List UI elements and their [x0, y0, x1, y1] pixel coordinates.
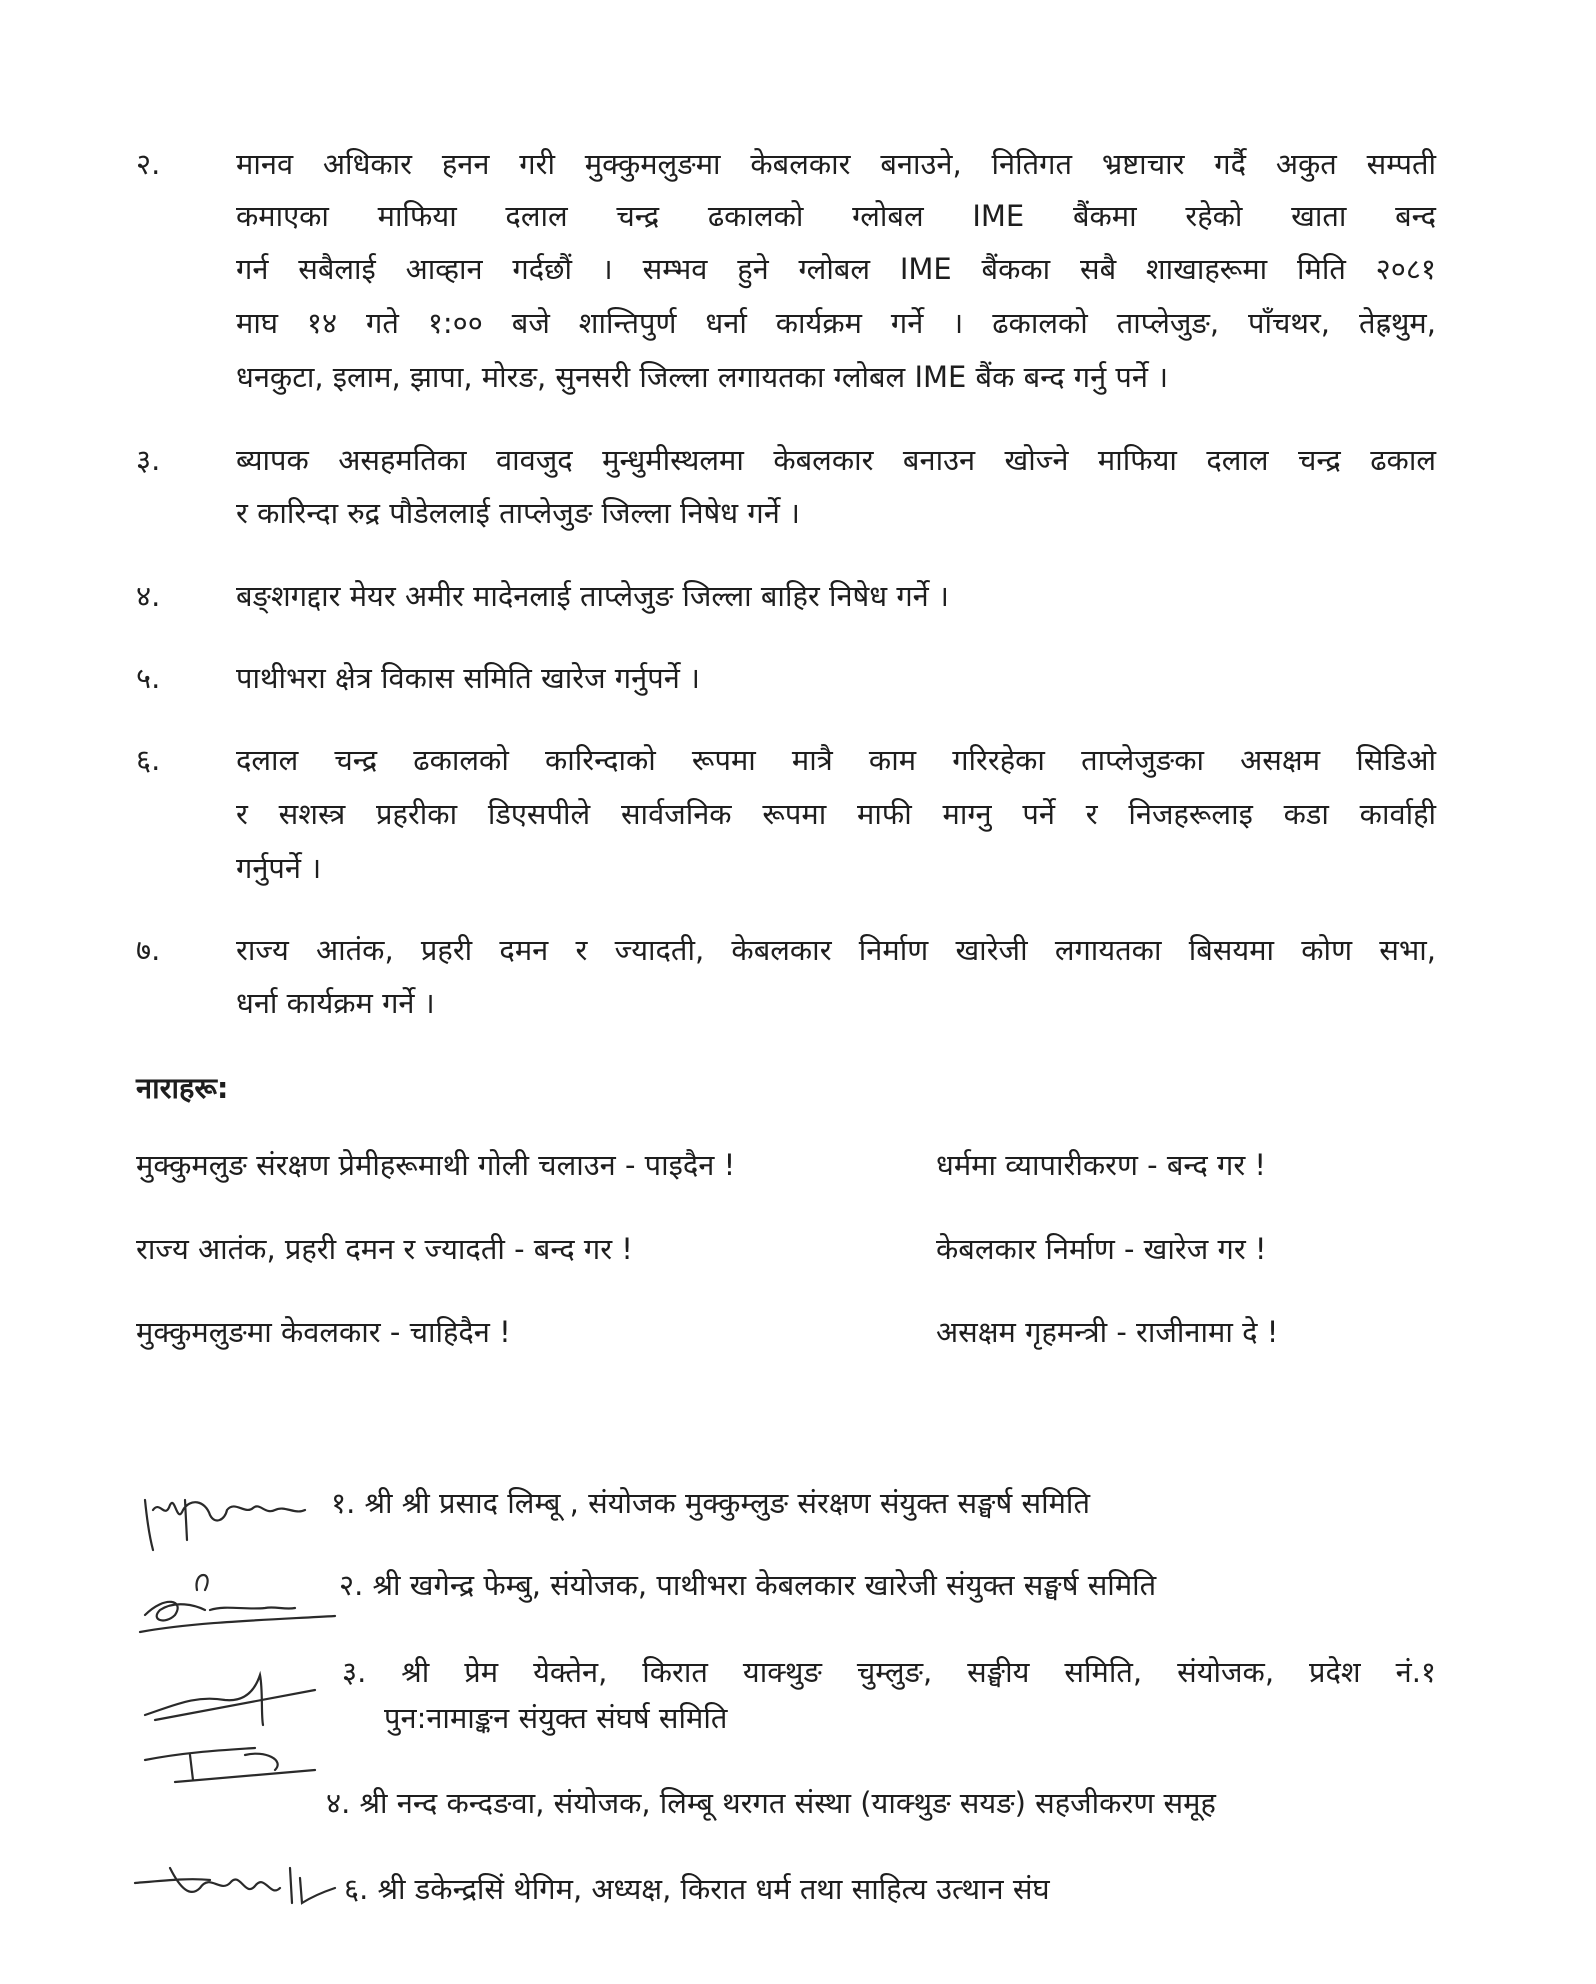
slogan: केबलकार निर्माण - खारेज गर !	[936, 1232, 1267, 1266]
paragraph-line: बङ्शगद्दार मेयर अमीर मादेनलाई ताप्लेजुङ जिल्ला बाहिर निषेध गर्ने ।	[236, 579, 949, 613]
signatory-3-continued: पुन:नामाङ्कन संयुक्त संघर्ष समिति	[384, 1701, 728, 1735]
signature-4	[130, 1858, 345, 1913]
paragraph-line: राज्य आतंक, प्रहरी दमन र ज्यादती, केबलकार निर्माण खारेजी लगायतका बिसयमा कोण सभा,	[236, 933, 1436, 967]
paragraph-line: र सशस्त्र प्रहरीका डिएसपीले सार्वजनिक रूपमा माफी माग्नु पर्ने र निजहरूलाइ कडा कार्वाही	[236, 797, 1436, 831]
paragraph-line: धनकुटा, इलाम, झापा, मोरङ, सुनसरी जिल्ला लगायतका ग्लोबल IME बैंक बन्द गर्नु पर्ने ।	[236, 360, 1169, 394]
signatory-2: २. श्री खगेन्द्र फेम्बु, संयोजक, पाथीभरा केबलकार खारेजी संयुक्त सङ्घर्ष समिति	[339, 1568, 1157, 1602]
signature-3	[135, 1660, 325, 1790]
item-number: ५.	[136, 661, 161, 695]
slogan: असक्षम गृहमन्त्री - राजीनामा दे !	[936, 1315, 1279, 1349]
signatory-3: ३. श्री प्रेम येक्तेन, किरात याक्थुङ चुम्लुङ, सङ्घीय समिति, संयोजक, प्रदेश नं.१	[342, 1655, 1436, 1689]
slogan: राज्य आतंक, प्रहरी दमन र ज्यादती - बन्द गर !	[136, 1232, 633, 1266]
signatory-1: १. श्री श्री प्रसाद लिम्बू , संयोजक मुक्कुम्लुङ संरक्षण संयुक्त सङ्घर्ष समिति	[331, 1486, 1090, 1520]
signatory-4: ४. श्री नन्द कन्दङवा, संयोजक, लिम्बू थरगत संस्था (याक्थुङ सयङ) सहजीकरण समूह	[326, 1786, 1216, 1820]
signature-1	[135, 1480, 315, 1555]
paragraph-line: माघ १४ गते १:०० बजे शान्तिपुर्ण धर्ना कार्यक्रम गर्ने । ढकालको ताप्लेजुङ, पाँचथर, तेह्रथुम,	[236, 306, 1436, 340]
item-number: ३.	[136, 443, 161, 477]
item-number: ७.	[136, 933, 161, 967]
item-number: ४.	[136, 579, 161, 613]
paragraph-line: र कारिन्दा रुद्र पौडेललाई ताप्लेजुङ जिल्ला निषेध गर्ने ।	[236, 496, 800, 530]
slogans-heading: नाराहरू:	[136, 1071, 229, 1105]
slogan: मुक्कुमलुङ संरक्षण प्रेमीहरूमाथी गोली चलाउन - पाइदैन !	[136, 1148, 736, 1182]
paragraph-line: कमाएका माफिया दलाल चन्द्र ढकालको ग्लोबल IME बैंकमा रहेको खाता बन्द	[236, 199, 1436, 233]
paragraph-line: गर्न सबैलाई आव्हान गर्दछौं । सम्भव हुने ग्लोबल IME बैंकका सबै शाखाहरूमा मिति २०८१	[236, 252, 1436, 286]
paragraph-line: दलाल चन्द्र ढकालको कारिन्दाको रूपमा मात्रै काम गरिरहेका ताप्लेजुङका असक्षम सिडिओ	[236, 743, 1436, 777]
slogan: मुक्कुमलुङमा केवलकार - चाहिदैन !	[136, 1315, 511, 1349]
paragraph-line: मानव अधिकार हनन गरी मुक्कुमलुङमा केबलकार बनाउने, नितिगत भ्रष्टाचार गर्दै अकुत सम्पती	[236, 147, 1436, 181]
slogan: धर्ममा व्यापारीकरण - बन्द गर !	[936, 1148, 1267, 1182]
paragraph-line: गर्नुपर्ने ।	[236, 851, 322, 885]
paragraph-line: ब्यापक असहमतिका वावजुद मुन्धुमीस्थलमा केबलकार बनाउन खोज्ने माफिया दलाल चन्द्र ढकाल	[236, 443, 1436, 477]
paragraph-line: पाथीभरा क्षेत्र विकास समिति खारेज गर्नुपर्ने ।	[236, 661, 701, 695]
signature-2	[135, 1560, 345, 1640]
signatory-6: ६. श्री डकेन्द्रसिं थेगिम, अध्यक्ष, किरात धर्म तथा साहित्य उत्थान संघ	[344, 1872, 1050, 1906]
item-number: ६.	[136, 743, 161, 777]
item-number: २.	[136, 147, 161, 181]
paragraph-line: धर्ना कार्यक्रम गर्ने ।	[236, 986, 435, 1020]
